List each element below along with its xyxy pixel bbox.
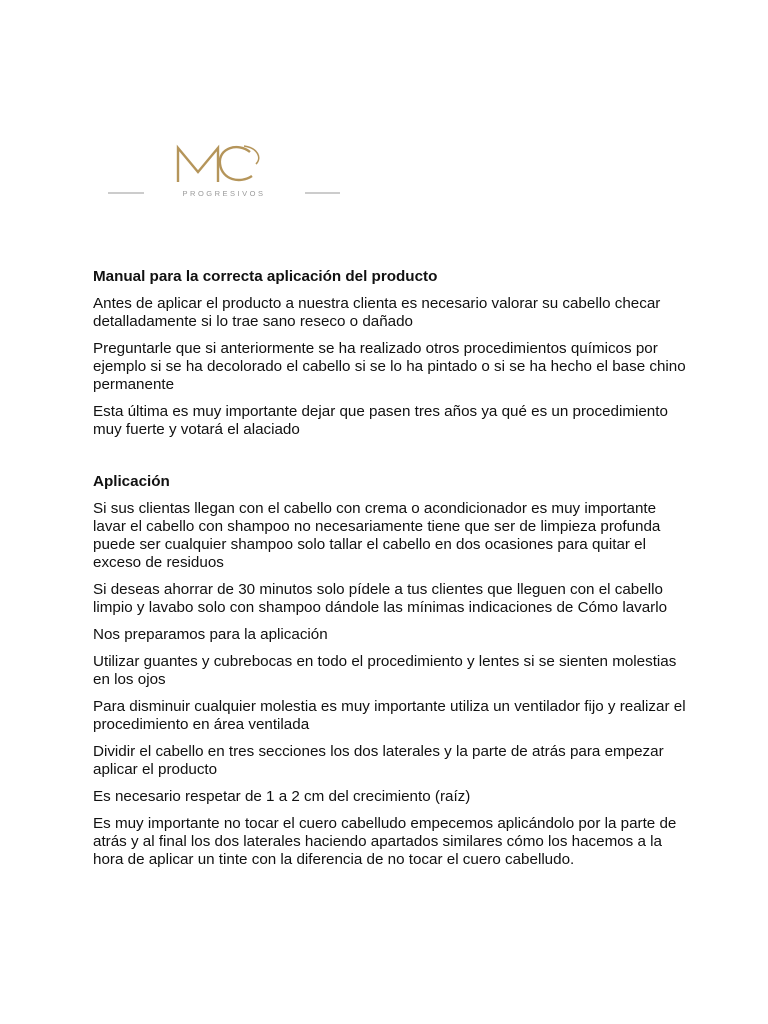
mc-monogram-logo-icon: [100, 130, 350, 210]
paragraph: Para disminuir cualquier molestia es muy importante utiliza un ventilador fijo y realizar el procedimiento en área ventilada: [93, 698, 686, 733]
paragraph: Esta última es muy importante dejar que pasen tres años ya qué es un procedimiento muy fuerte y votará el alaciado: [93, 403, 668, 438]
logo-tagline: PROGRESIVOS: [182, 189, 266, 198]
paragraph: Antes de aplicar el producto a nuestra clienta es necesario valorar su cabello checar detalladamente si lo trae sano reseco o dañado: [93, 295, 661, 330]
paragraph: Utilizar guantes y cubrebocas en todo el procedimiento y lentes si se sienten molestias en los ojos: [93, 653, 677, 688]
paragraph: Si deseas ahorrar de 30 minutos solo pídele a tus clientes que lleguen con el cabello limpio y lavabo solo con shampoo dándole las mínimas indicaciones de Cómo lavarlo: [93, 581, 668, 616]
paragraph: Dividir el cabello en tres secciones los dos laterales y la parte de atrás para empezar aplicar el producto: [93, 743, 664, 778]
paragraph: Es muy importante no tocar el cuero cabelludo empecemos aplicándolo por la parte de atrás y al final los dos laterales haciendo apartados similares cómo los hacemos a la hora de aplicar un tinte con la diferencia de no tocar el cuero cabelludo.: [93, 815, 677, 868]
section-title-manual: Manual para la correcta aplicación del producto: [93, 268, 438, 285]
paragraph: Nos preparamos para la aplicación: [93, 626, 328, 643]
document-body: [93, 268, 693, 878]
brand-logo: [100, 130, 350, 210]
section-title-aplicacion: Aplicación: [93, 473, 170, 490]
paragraph: Si sus clientas llegan con el cabello con crema o acondicionador es muy importante lavar el cabello con shampoo no necesariamente tiene que ser de limpieza profunda puede ser cualquier shampoo solo tallar el cabello en dos ocasiones para quitar el exceso de residuos: [93, 500, 661, 571]
paragraph: Preguntarle que si anteriormente se ha realizado otros procedimientos químicos por ejemplo si se ha decolorado el cabello si se lo ha pintado o si se ha hecho el base chino permanente: [93, 340, 686, 393]
paragraph: Es necesario respetar de 1 a 2 cm del crecimiento (raíz): [93, 788, 471, 805]
